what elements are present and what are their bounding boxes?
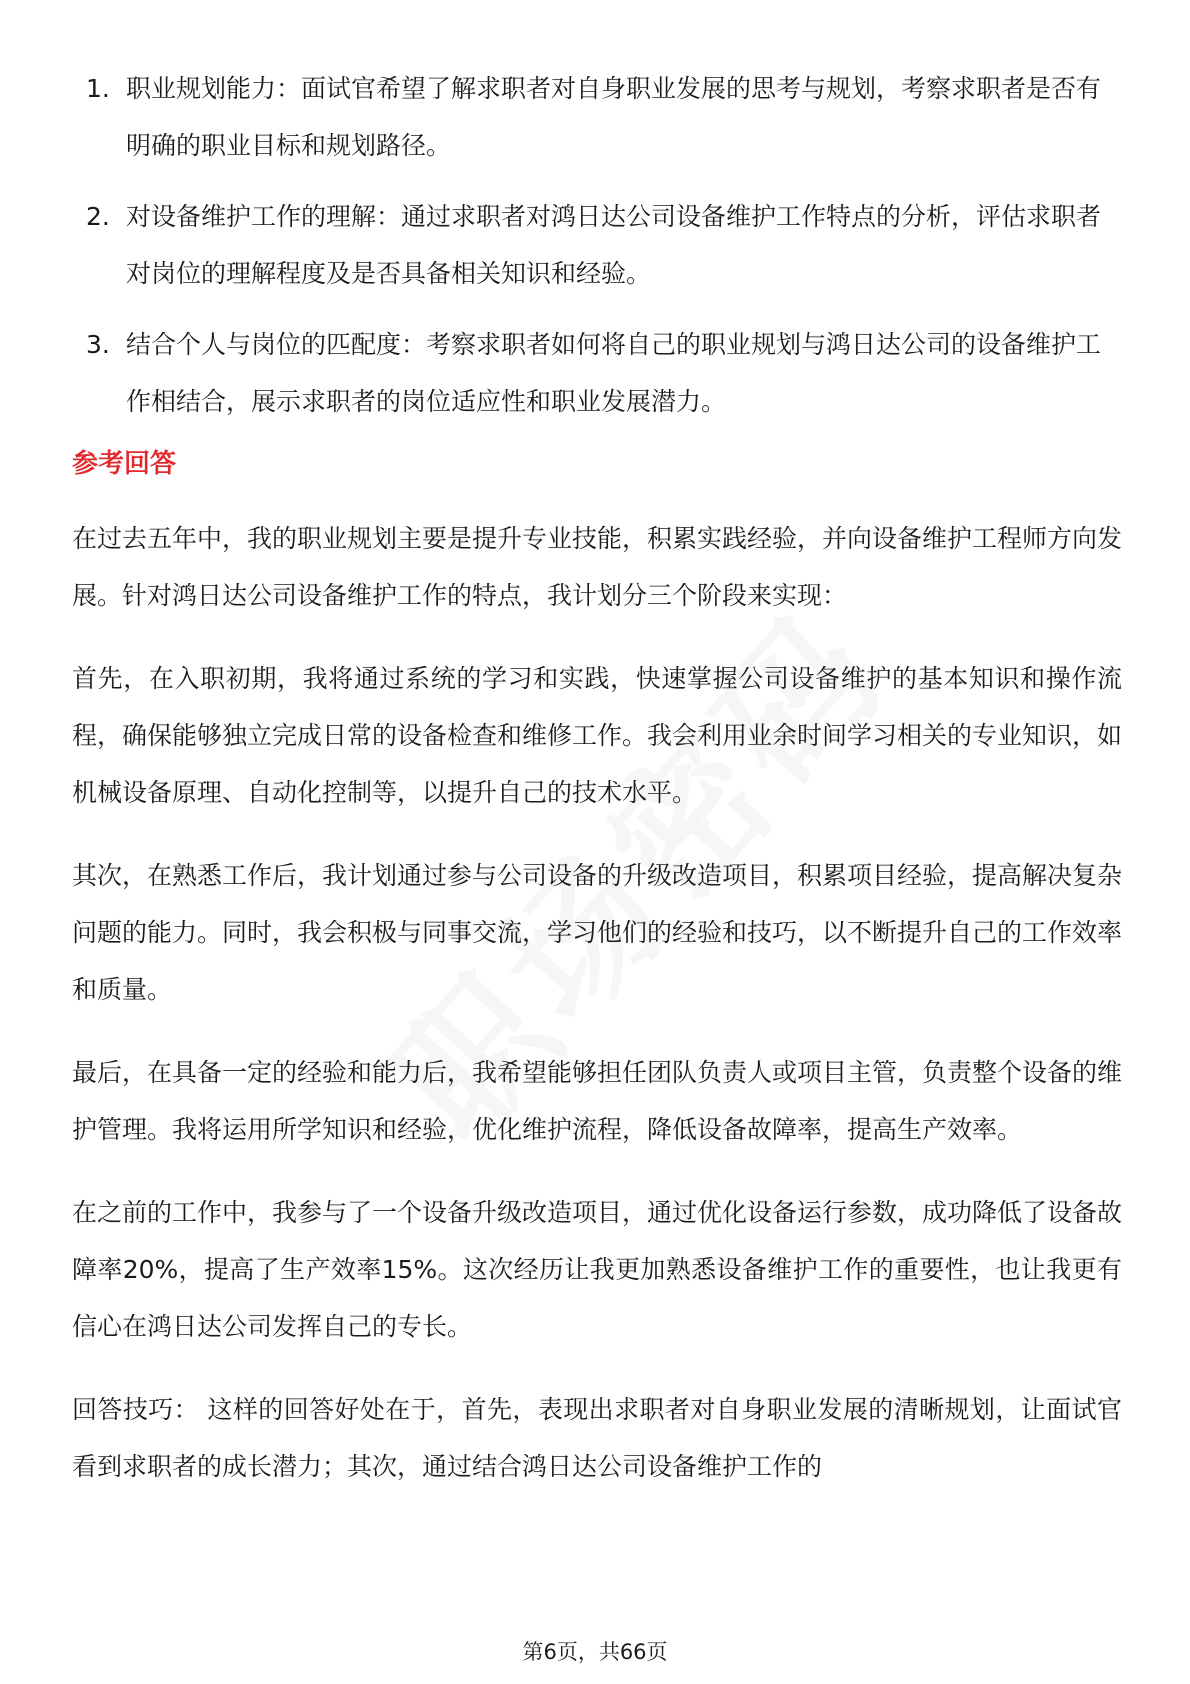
answer-paragraph-intro: 在过去五年中，我的职业规划主要是提升专业技能，积累实践经验，并向设备维护工程师方向发展。针对鸿日达公司设备维护工作的特点，我计划分三个阶段来实现： <box>72 524 1123 610</box>
list-item-text: 对设备维护工作的理解：通过求职者对鸿日达公司设备维护工作特点的分析，评估求职者对岗位的理解程度及是否具备相关知识和经验。 <box>126 202 1102 288</box>
list-item-number: 1. <box>86 74 110 103</box>
page-number-footer: 第6页，共66页 <box>522 1640 668 1664</box>
list-item-number: 2. <box>86 202 110 231</box>
answer-paragraph-first: 首先，在入职初期，我将通过系统的学习和实践，快速掌握公司设备维护的基本知识和操作流程，确保能够独立完成日常的设备检查和维修工作。我会利用业余时间学习相关的专业知识，如机械设备原理、自动化控制等，以提升自己的技术水平。 <box>72 664 1123 807</box>
answer-paragraph-second: 其次，在熟悉工作后，我计划通过参与公司设备的升级改造项目，积累项目经验，提高解决复杂问题的能力。同时，我会积极与同事交流，学习他们的经验和技巧，以不断提升自己的工作效率和质量。 <box>72 861 1123 1004</box>
list-item-number: 3. <box>86 330 110 359</box>
list-item <box>72 60 1122 174</box>
answer-tips-paragraph: 回答技巧： 这样的回答好处在于，首先，表现出求职者对自身职业发展的清晰规划，让面试官看到求职者的成长潜力；其次，通过结合鸿日达公司设备维护工作的 <box>72 1395 1122 1481</box>
document-page <box>72 60 1122 1521</box>
list-item-text: 结合个人与岗位的匹配度：考察求职者如何将自己的职业规划与鸿日达公司的设备维护工作相结合，展示求职者的岗位适应性和职业发展潜力。 <box>126 330 1102 416</box>
list-item-text: 职业规划能力：面试官希望了解求职者对自身职业发展的思考与规划，考察求职者是否有明确的职业目标和规划路径。 <box>126 74 1102 160</box>
evaluation-criteria-list <box>72 60 1122 430</box>
reference-answer-heading: 参考回答 <box>72 449 177 479</box>
answer-paragraph-finally: 最后，在具备一定的经验和能力后，我希望能够担任团队负责人或项目主管，负责整个设备的维护管理。我将运用所学知识和经验，优化维护流程，降低设备故障率，提高生产效率。 <box>72 1058 1123 1144</box>
answer-paragraph-experience: 在之前的工作中，我参与了一个设备升级改造项目，通过优化设备运行参数，成功降低了设备故障率20%，提高了生产效率15%。这次经历让我更加熟悉设备维护工作的重要性，也让我更有信心在鸿日达公司发挥自己的专长。 <box>72 1198 1123 1341</box>
list-item <box>72 188 1122 302</box>
list-item <box>72 316 1122 430</box>
